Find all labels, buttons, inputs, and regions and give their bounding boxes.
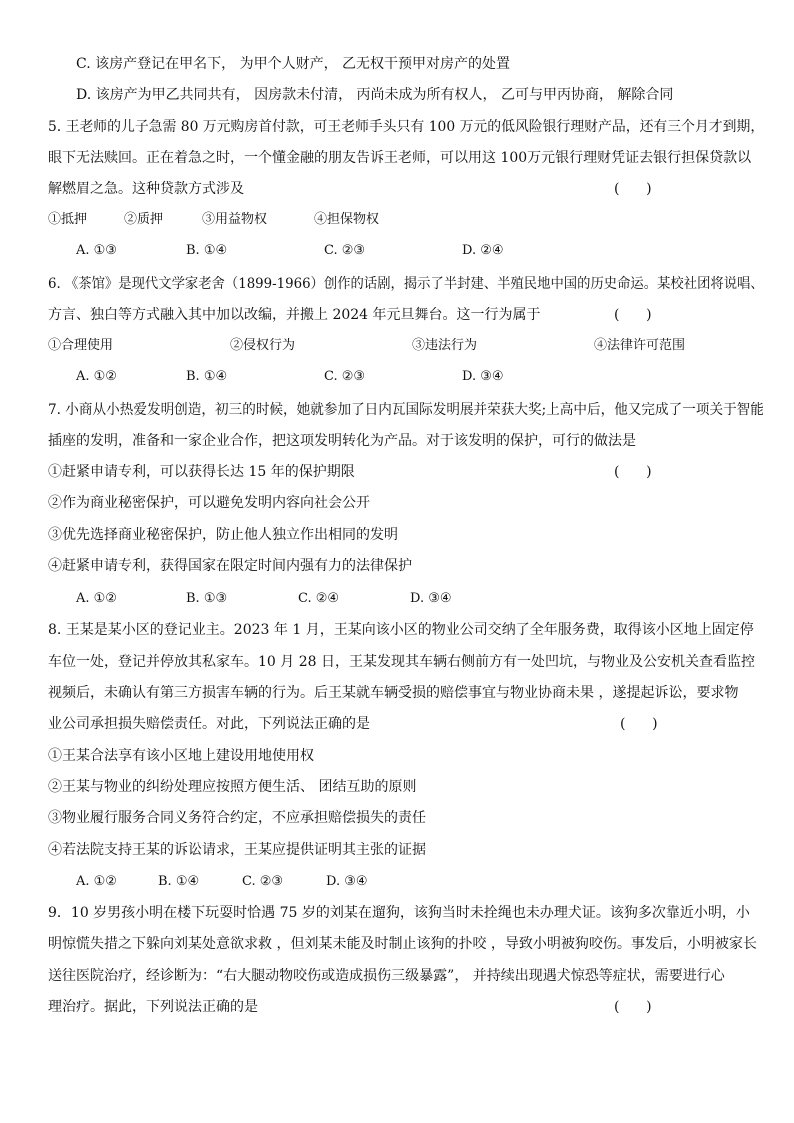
q7-statement-1: ①赶紧申请专利，可以获得长达 15 年的保护期限 — [48, 464, 355, 480]
q8-choice-a: A. ①② — [76, 874, 117, 889]
q6-choice-c: C. ②③ — [324, 369, 366, 384]
q6-stem-line1: 6. 《茶馆》是现代文学家老舍（1899-1966）创作的话剧，揭示了半封建、半殖民地中国的历史命运。某校社团将说唱、 — [48, 276, 764, 292]
q7-statement-3: ③优先选择商业秘密保护，防止他人独立作出相同的发明 — [48, 527, 398, 543]
q8-stem-line1: 8. 王某是某小区的登记业主。2023 年 1 月，王某向该小区的物业公司交纳了全年服务费，取得该小区地上固定停 — [48, 622, 754, 638]
q5-choice-c: C. ②③ — [324, 243, 366, 258]
q5-choice-a: A. ①③ — [76, 243, 117, 258]
q7-choice-a: A. ①② — [76, 591, 117, 606]
q6-answer-blank: ( ) — [614, 307, 652, 323]
q8-statement-1: ①王某合法享有该小区地上建设用地使用权 — [48, 748, 314, 764]
q6-statement-4: ④法律许可范围 — [594, 338, 686, 353]
q7-choice-c: C. ②④ — [298, 591, 340, 606]
q8-choice-c: C. ②③ — [242, 874, 284, 889]
q8-statement-4: ④若法院支持王某的诉讼请求，王某应提供证明其主张的证据 — [48, 842, 426, 858]
q9-stem-line2: 明惊慌失措之下躲向刘某处意欲求救 ，但刘某未能及时制止该狗的扑咬 ，导致小明被狗咬伤。事发后，小明被家长 — [48, 936, 757, 952]
q5-statement-1: ①抵押 — [48, 212, 88, 227]
q5-choice-b: B. ①④ — [186, 243, 228, 258]
q5-statement-4: ④担保物权 — [314, 212, 380, 227]
q4-option-d: D. 该房产为甲乙共同共有， 因房款未付清， 丙尚未成为所有权人， 乙可与甲丙协商， 解除合同 — [76, 87, 674, 103]
q6-choice-b: B. ①④ — [186, 369, 228, 384]
q5-stem-line1: 5. 王老师的儿子急需 80 万元购房首付款，可王老师手头只有 100 万元的低风险银行理财产品，还有三个月才到期， — [48, 119, 765, 135]
q5-choice-d: D. ②④ — [462, 243, 504, 258]
q6-statement-3: ③违法行为 — [412, 338, 478, 353]
q8-statement-2: ②王某与物业的纠纷处理应按照方便生活、 团结互助的原则 — [48, 779, 417, 795]
q9-answer-blank: ( ) — [614, 999, 652, 1015]
q8-choice-d: D. ③④ — [326, 874, 368, 889]
q6-stem-line2: 方言、独白等方式融入其中加以改编，并搬上 2024 年元旦舞台。这一行为属于 — [48, 307, 541, 323]
q4-option-c: C. 该房产登记在甲名下， 为甲个人财产， 乙无权干预甲对房产的处置 — [76, 56, 511, 72]
q7-answer-blank: ( ) — [614, 464, 652, 480]
q7-choice-b: B. ①③ — [186, 591, 228, 606]
q6-choice-d: D. ③④ — [462, 369, 504, 384]
q7-choice-d: D. ③④ — [410, 591, 452, 606]
q9-stem-line1: 9．10 岁男孩小明在楼下玩耍时恰遇 75 岁的刘某在遛狗，该狗当时未拴绳也未办理犬证。该狗多次靠近小明，小 — [48, 905, 750, 921]
q8-statement-3: ③物业履行服务合同义务符合约定，不应承担赔偿损失的责任 — [48, 810, 426, 826]
q6-statement-1: ①合理使用 — [48, 338, 114, 353]
q8-stem-line2: 车位一处，登记并停放其私家车。10 月 28 日，王某发现其车辆右侧前方有一处凹坑，与物业及公安机关查看监控 — [48, 654, 755, 670]
q7-stem-line1: 7. 小商从小热爱发明创造，初三的时候，她就参加了日内瓦国际发明展并荣获大奖;上高中后，他又完成了一项关于智能 — [48, 402, 764, 418]
q7-statement-2: ②作为商业秘密保护，可以避免发明内容向社会公开 — [48, 495, 370, 511]
q5-stem-line2: 眼下无法赎回。正在着急之时，一个懂金融的朋友告诉王老师，可以用这 100万元银行理财凭证去银行担保贷款以 — [48, 150, 752, 166]
q5-answer-blank: ( ) — [614, 181, 652, 197]
q8-choice-b: B. ①④ — [158, 874, 200, 889]
q9-stem-line3: 送往医院治疗，经诊断为：“右大腿动物咬伤或造成损伤三级暴露”， 并持续出现遇犬惊恐等症状，需要进行心 — [48, 968, 725, 984]
q5-stem-line3: 解燃眉之急。这种贷款方式涉及 — [48, 181, 244, 197]
q8-stem-line3: 视频后，未确认有第三方损害车辆的行为。后王某就车辆受损的赔偿事宜与物业协商未果 ，遂提起诉讼，要求物 — [48, 685, 739, 701]
q8-answer-blank: ( ) — [620, 716, 658, 732]
q7-stem-line2: 插座的发明，准备和一家企业合作，把这项发明转化为产品。对于该发明的保护，可行的做法是 — [48, 433, 636, 449]
q8-stem-line4: 业公司承担损失赔偿责任。对此，下列说法正确的是 — [48, 716, 370, 732]
q5-statement-2: ②质押 — [124, 212, 164, 227]
q9-stem-line4: 理治疗。据此，下列说法正确的是 — [48, 999, 258, 1015]
q6-statement-2: ②侵权行为 — [230, 338, 296, 353]
q6-choice-a: A. ①② — [76, 369, 117, 384]
q5-statement-3: ③用益物权 — [202, 212, 268, 227]
q7-statement-4: ④赶紧申请专利，获得国家在限定时间内强有力的法律保护 — [48, 558, 412, 574]
